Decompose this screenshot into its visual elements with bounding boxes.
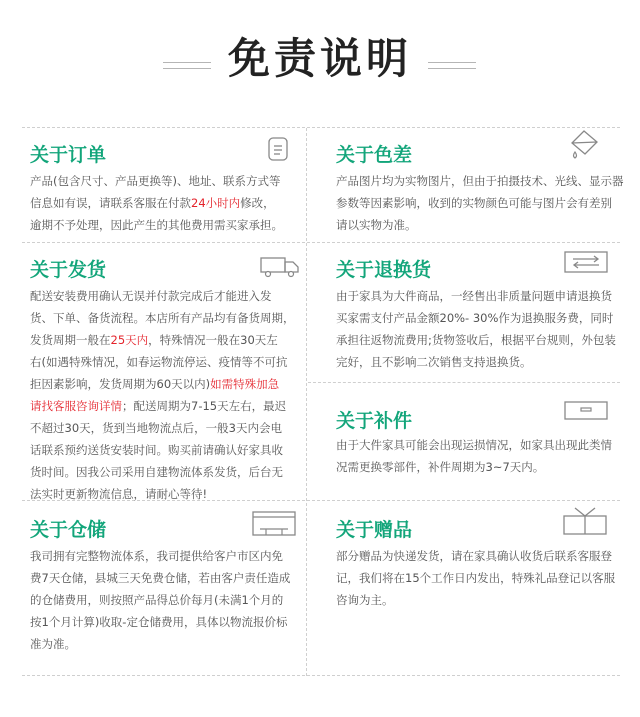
column-divider <box>306 128 307 676</box>
section-title: 关于退换货 <box>336 259 432 281</box>
section-title: 关于发货 <box>30 259 107 281</box>
body-line: 由于家具为大件商品，一经售出非质量问题申请退换货 <box>336 289 612 303</box>
section-title: 关于仓储 <box>30 519 107 541</box>
section-body <box>30 285 295 505</box>
section-body <box>336 545 615 611</box>
warehouse-icon <box>252 509 296 537</box>
title-divider-right <box>428 62 476 63</box>
body-line: 我司拥有完整物流体系，我司提供给客户市区内免 <box>30 549 283 563</box>
divider <box>22 675 620 676</box>
section-body <box>30 545 290 655</box>
divider <box>22 127 620 128</box>
body-line: 况需更换零部件，补件周期为3~7天内。 <box>336 460 545 474</box>
highlight-text: 24小时内 <box>191 196 241 210</box>
body-line: 逾期不予处理，因此产生的其他费用需买家承担。 <box>30 218 283 232</box>
body-line: 配送安装费用确认无误并付款完成后才能进入发 <box>30 289 272 303</box>
body-line: 请找客服咨询详情；配送周期为7-15天左右，最迟 <box>30 399 287 413</box>
title-divider-right <box>428 68 476 69</box>
highlight-text: 如需特殊加急 <box>210 377 280 391</box>
truck-icon <box>260 256 300 278</box>
section-title: 关于补件 <box>336 410 413 432</box>
body-line: 产品图片均为实物图片，但由于拍摄技术、光线、显示器 <box>336 174 624 188</box>
body-line: 参数等因素影响，收到的实物颜色可能与图片会有差别 <box>336 196 612 210</box>
body-line: 法实时更新物流信息，请耐心等待! <box>30 487 208 501</box>
header <box>0 22 640 92</box>
body-line: 记，我们将在15个工作日内发出，特殊礼品登记以客服 <box>336 571 616 585</box>
page-title: 免责说明 <box>227 34 412 83</box>
document-icon <box>268 137 288 161</box>
section-title: 关于订单 <box>30 144 107 166</box>
gift-box-icon <box>562 504 608 536</box>
body-line: 产品(包含尺寸、产品更换等)、地址、联系方式等 <box>30 174 281 188</box>
body-line: 完好，且不影响二次销售支持退换货。 <box>336 355 532 369</box>
paint-bucket-icon <box>568 128 602 162</box>
body-line: 不超过30天，货到当地物流点后，一般3天内会电 <box>30 421 282 435</box>
body-line: 准为准。 <box>30 637 76 651</box>
body-line: 费7天仓储，县城三天免费仓储，若由客户责任造成 <box>30 571 291 585</box>
section-body <box>30 170 283 236</box>
section-body <box>336 434 612 478</box>
body-line: 发货周期一般在25天内，特殊情况一般在30天左 <box>30 333 278 347</box>
section-body <box>336 285 616 373</box>
body-line: 按1个月计算)收取-定仓储费用，具体以物流报价标 <box>30 615 288 629</box>
body-line: 货、下单、备货流程。本店所有产品均有备货周期， <box>30 311 295 325</box>
body-line: 话联系预约送货安装时间。购买前请确认好家具收 <box>30 443 283 457</box>
exchange-arrows-icon <box>564 251 608 273</box>
body-line: 右(如遇特殊情况，如春运物流停运、疫情等不可抗 <box>30 355 288 369</box>
divider <box>308 382 620 383</box>
body-line: 信息如有误，请联系客服在付款24小时内修改， <box>30 196 275 210</box>
body-line: 承担往返物流费用;货物签收后，根据平台规则，外包装 <box>336 333 616 347</box>
divider <box>22 242 620 243</box>
highlight-text: 请找客服咨询详情 <box>30 399 122 413</box>
body-line: 请以实物为准。 <box>336 218 417 232</box>
section-body <box>336 170 624 236</box>
body-line: 货时间。因我公司采用自建物流体系发货，后台无 <box>30 465 283 479</box>
drawer-icon <box>564 401 608 421</box>
highlight-text: 25天内 <box>110 333 149 347</box>
body-line: 咨询为主。 <box>336 593 394 607</box>
body-line: 部分赠品为快递发货，请在家具确认收货后联系客服登 <box>336 549 612 563</box>
body-line: 买家需支付产品金额20%- 30%作为退换服务费，同时 <box>336 311 614 325</box>
body-line: 由于大件家具可能会出现运损情况，如家具出现此类情 <box>336 438 612 452</box>
section-title: 关于赠品 <box>336 519 413 541</box>
body-line: 的仓储费用，则按照产品得总价每月(未满1个月的 <box>30 593 284 607</box>
section-title: 关于色差 <box>336 144 413 166</box>
body-line: 拒因素影响，发货周期为60天以内)如需特殊加急 <box>30 377 280 391</box>
